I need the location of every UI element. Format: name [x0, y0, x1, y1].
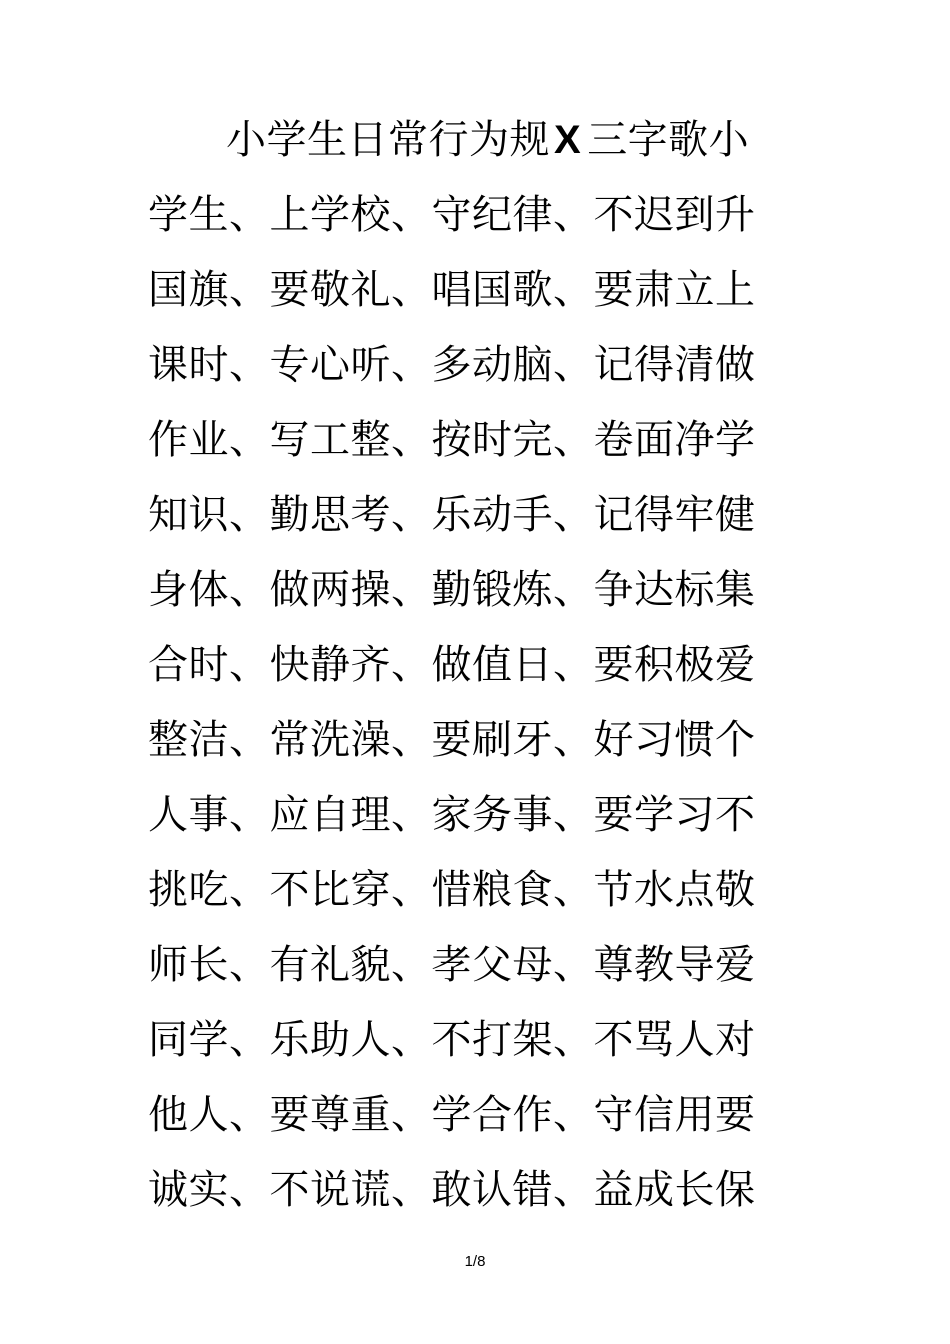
page-number: 1/8: [464, 1253, 486, 1270]
text-line-8: 整洁、常洗澡、要刷牙、好习惯个: [148, 717, 756, 763]
text-line-4: 作业、写工整、按时完、卷面净学: [148, 417, 756, 463]
title-line: [148, 103, 788, 178]
text-line-12: 同学、乐助人、不打架、不骂人对: [148, 1017, 756, 1063]
document-body: [148, 103, 788, 1228]
text-line-14: 诚实、不说谎、敢认错、益成长保: [148, 1167, 756, 1213]
text-line-11: 师长、有礼貌、孝父母、尊教导爱: [148, 942, 756, 988]
text-line-7: 合时、快静齐、做值日、要积极爱: [148, 642, 756, 688]
text-line-3: 课时、专心听、多动脑、记得清做: [148, 342, 756, 388]
text-line-1: 学生、上学校、守纪律、不迟到升: [148, 192, 756, 238]
title-part-2: 三字歌小: [587, 117, 750, 163]
text-line-10: 挑吃、不比穿、惜粮食、节水点敬: [148, 867, 756, 913]
text-line-5: 知识、勤思考、乐动手、记得牢健: [148, 492, 756, 538]
text-line-13: 他人、要尊重、学合作、守信用要: [148, 1092, 756, 1138]
title-x-mark: X: [554, 118, 582, 162]
text-line-2: 国旗、要敬礼、唱国歌、要肃立上: [148, 267, 756, 313]
text-line-9: 人事、应自理、家务事、要学习不: [148, 792, 756, 838]
title-part-1: 小学生日常行为规: [226, 117, 550, 163]
text-line-6: 身体、做两操、勤锻炼、争达标集: [148, 567, 756, 613]
